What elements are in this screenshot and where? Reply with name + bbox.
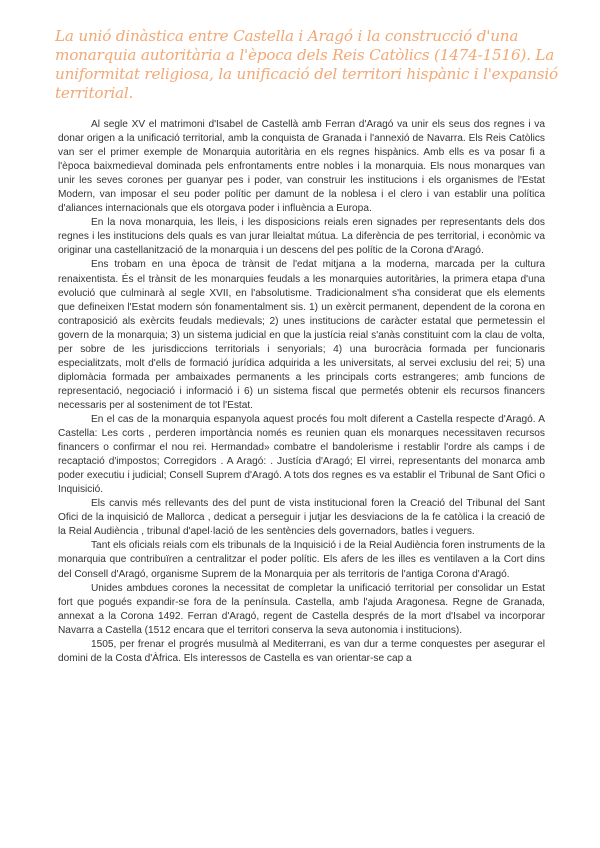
- paragraph-8: 1505, per frenar el progrés musulmà al Mediterrani, es van dur a terme conquestes per asegurar el domini de la Costa d'Àfrica. Els interessos de Castella es van orientar-se cap a: [58, 638, 545, 664]
- paragraph-5: Els canvis més rellevants des del punt de vista institucional foren la Creació del Tribunal del Sant Ofici de la inquisició de Mallorca , dedicat a perseguir i jutjar les desviacions de la fe catòlica i la creació de la Reial Audiència , tribunal d'apel·lació de les sentències dels governadors, batles i veguers.: [58, 498, 545, 538]
- paragraph-7: Unides ambdues corones la necessitat de completar la unificació territorial per consolidar un Estat fort que pogués expandir-se fora de la península. Castella, amb l'ajuda Aragonesa. Regne de Granada, annexat a la Corona 1492. Ferran d'Aragó, regent de Castella després de la mort d'Isabel va incorporar Navarra a Castella (1512 encara que el territori conserva la seva autonomia i institucions).: [58, 582, 545, 636]
- paragraph-4: En el cas de la monarquia espanyola aquest procés fou molt diferent a Castella respecte d'Aragó. A Castella: Les corts , perderen importància només es reunien quan els monarques necessitaven recursos financers o confirmar el nou rei. Hermandad» combatre el bandolerisme i restablir l'ordre als camps i de recaptació d'impostos; Corregidors . A Aragó: . Justícia d'Aragó; El virrei, representants del monarca amb poder executiu i judicial; Consell Suprem d'Aragó. A tots dos regnes es va establir el Tribunal de Sant Ofici o Inquisició.: [58, 413, 545, 496]
- paragraph-6: Tant els oficials reials com els tribunals de la Inquisició i de la Reial Audiència foren instruments de la monarquia que contribuïren a centralitzar el poder polític. Els afers de les illes es ventilaven a la Cort dins del Consell d'Aragó, organisme Suprem de la Monarquia per als territoris de l'antiga Corona d'Aragó.: [58, 540, 545, 580]
- document-title: La unió dinàstica entre Castella i Aragó i la construcció d'una monarquia autoritària a l'època dels Reis Catòlics (1474-1516). La uniformitat religiosa, la unificació del territori hispànic i l'expansió territorial.: [55, 27, 558, 102]
- paragraph-1: Al segle XV el matrimoni d'Isabel de Castellà amb Ferran d'Aragó va unir els seus dos regnes i va donar origen a la unificació territorial, amb la conquista de Granada i l'annexió de Navarra. Els Reis Catòlics van ser el primer exemple de Monarquia autoritària en els regnes hispànics. Amb ells es va posar fi a l'època baixmedieval dominada pels enfrontaments entre nobles i la monarquia. Els nous monarques van unir les seves corones per guanyar pes i poder, van construir les institucions i els organismes de l'Estat Modern, van imposar el seu poder polític per damunt de la noblesa i el clero i van establir una política d'aliances internacionals que els otorgava poder i influència a Europa.: [58, 119, 545, 215]
- paragraph-2: En la nova monarquia, les lleis, i les disposicions reials eren signades per representants dels dos regnes i les institucions dels quals es van jurar lleialtat mútua. La diferència de pes territorial, i econòmic va originar una castellanització de la monarquia i un descens del pes polític de la Corona d'Aragó.: [58, 217, 545, 257]
- document-body: [58, 118, 545, 666]
- paragraph-3: Ens trobam en una època de trànsit de l'edat mitjana a la moderna, marcada per la cultura renaixentista. És el trànsit de les monarquies feudals a les monarquies autoritàries, la primera etapa d'una evolució que culminarà al segle XVII, en l'absolutisme. Tradicionalment s'ha considerat que els elements que defineixen l'Estat modern són fonamentalment sis. 1) un exèrcit permanent, dependent de la corona en contraposició als exèrcits feudals medievals; 2) unes institucions de caràcter estatal que permetessin el govern de la monarquia; 3) un sistema judicial en que la justícia reial s'anàs constituint com la clau de volta, per sobre de les jurisdiccions territorials i senyorials; 4) una burocràcia formada per funcionaris especialitzats, molt d'ells de formació jurídica adquirida a les universitats, al servei exclusiu del rei; 5) una diplomàcia formada per ambaixades permanents a les principals corts estrangeres; amb funcions de representació, negociació i informació i 6) un sistema fiscal que permetés obtenir els recursos financers necessaris per al sosteniment de tot l'Estat.: [58, 259, 545, 411]
